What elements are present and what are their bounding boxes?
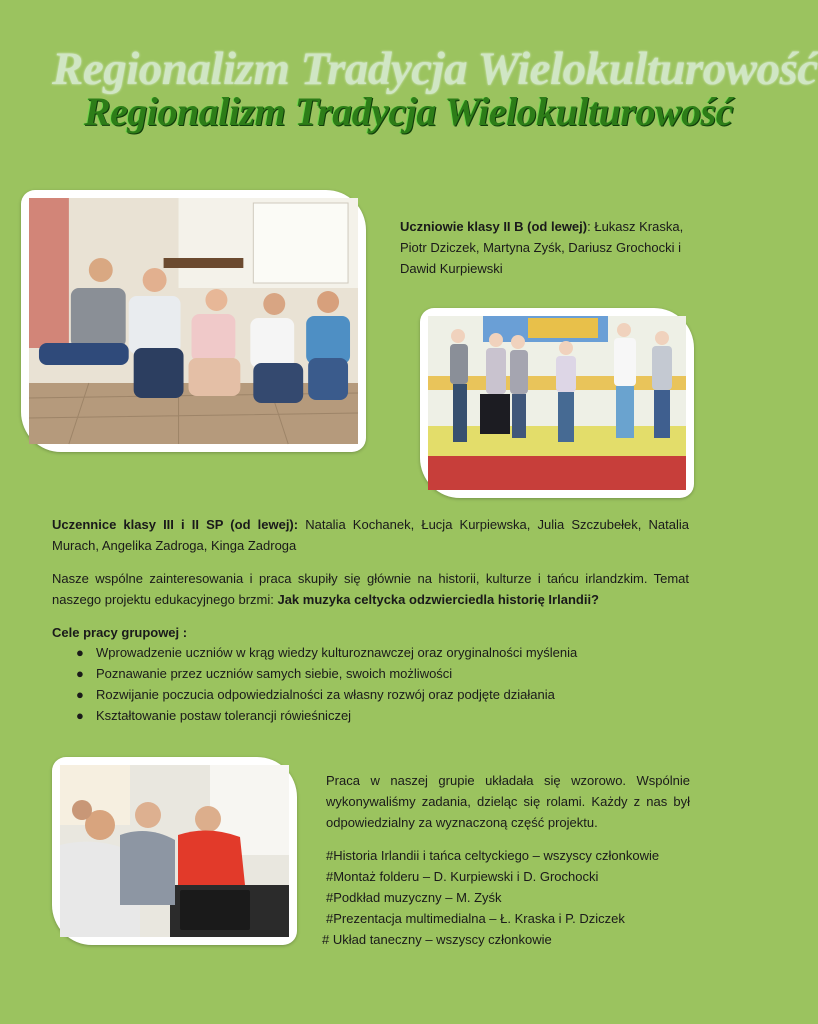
list-item: ● Wprowadzenie uczniów w krąg wiedzy kulturoznawczej oraz oryginalności myślenia [52,642,672,663]
page-title: Regionalizm Tradycja Wielokulturowość [84,89,733,134]
goals-heading: Cele pracy grupowej : [52,625,188,640]
list-item: # Układ taneczny – wszyscy członkowie [322,932,552,947]
bullet-icon: ● [76,645,84,660]
goals-list [52,642,672,726]
photo-girls [420,308,694,498]
list-item: ● Rozwijanie poczucia odpowiedzialności za własny rozwój oraz podjęte działania [52,684,672,705]
list-item: #Montaż folderu – D. Kurpiewski i D. Grochocki [326,869,599,884]
caption-class-3-2sp-label: Uczennice klasy III i II SP (od lewej): [52,517,299,532]
list-item: ● Kształtowanie postaw tolerancji rówieśniczej [52,705,672,726]
teamwork-paragraph: Praca w naszej grupie układała się wzorowo. Wspólnie wykonywaliśmy zadania, dzieląc się rolami. Każdy z nas był odpowiedzialny za wyznaczoną część projektu. [326,773,690,830]
list-item: #Prezentacja multimedialna – Ł. Kraska i P. Dziczek [326,911,625,926]
bullet-icon: ● [76,687,84,702]
caption-class-3-2sp [52,514,689,556]
photo-computer [52,757,297,945]
intro-paragraph [52,568,689,610]
photo-computer-image [60,765,289,937]
title-reflection: Regionalizm Tradycja Wielokulturowość [52,43,818,95]
bullet-icon: ● [76,708,84,723]
photo-boys [21,190,366,452]
photo-boys-image [29,198,358,444]
caption-class-2b [400,216,690,279]
caption-class-2b-label: Uczniowie klasy II B (od lewej) [400,219,588,234]
task-list [322,845,659,950]
intro-text: Nasze wspólne zainteresowania i praca skupiły się głównie na historii, kulturze i tańcu irlandzkim. Temat naszego projektu edukacyjnego brzmi: [52,571,689,607]
project-topic: Jak muzyka celtycka odzwierciedla historię Irlandii? [277,592,599,607]
photo-girls-image [428,316,686,490]
caption-class-3-2sp-names: Natalia Kochanek, Łucja Kurpiewska, Julia Szczubełek, Natalia Murach, Angelika Zadroga, Kinga Zadroga [52,517,689,553]
list-item: ● Poznawanie przez uczniów samych siebie, swoich możliwości [52,663,672,684]
list-item: #Podkład muzyczny – M. Zyśk [326,890,502,905]
bullet-icon: ● [76,666,84,681]
caption-class-2b-names: : Łukasz Kraska, Piotr Dziczek, Martyna Zyśk, Dariusz Grochocki i Dawid Kurpiewski [400,219,684,276]
list-item: #Historia Irlandii i tańca celtyckiego – wszyscy członkowie [326,848,660,863]
